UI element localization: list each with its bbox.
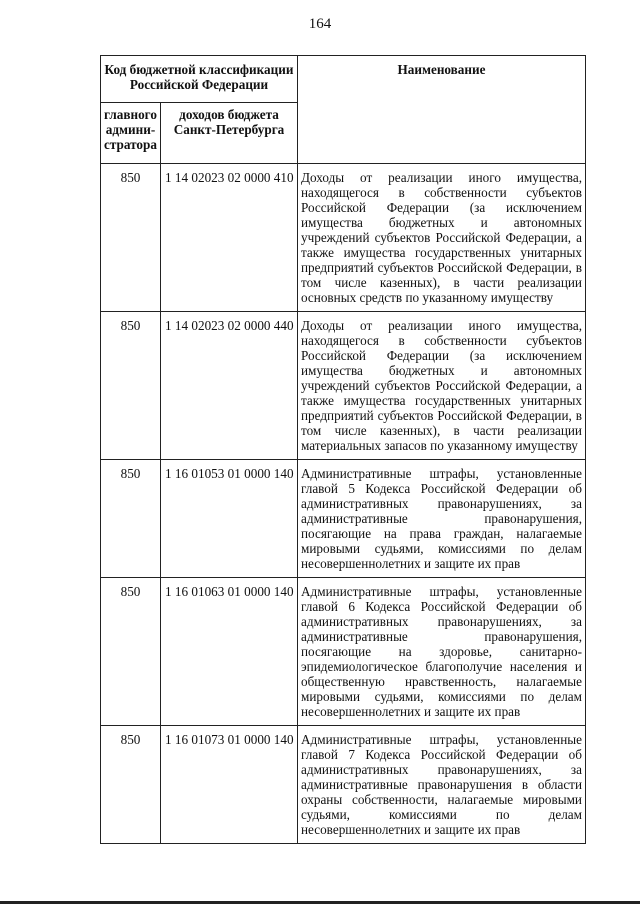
header-group-title: Код бюджетной классификации Российской Федерации — [101, 56, 298, 103]
admin-code-cell: 850 — [101, 578, 161, 726]
scan-edge-line — [0, 901, 640, 904]
income-code-cell: 1 14 02023 02 0000 410 — [161, 164, 298, 312]
admin-code-cell: 850 — [101, 164, 161, 312]
table-row — [101, 578, 586, 726]
name-cell: Административные штрафы, установленные главой 7 Кодекса Российской Федерации об административных правонарушениях, за административные правонарушения в области охраны собственности, налагаемые мировыми судьями, комиссиями по делам несовершеннолетних и защите их прав — [298, 726, 586, 844]
header-income-title: доходов бюджета Санкт-Петербурга — [161, 103, 298, 164]
income-code-cell: 1 16 01053 01 0000 140 — [161, 460, 298, 578]
income-code-cell: 1 16 01073 01 0000 140 — [161, 726, 298, 844]
header-admin-title: главного админи-стратора — [101, 103, 161, 164]
admin-code-cell: 850 — [101, 726, 161, 844]
table-row — [101, 460, 586, 578]
name-cell: Доходы от реализации иного имущества, находящегося в собственности субъектов Российской Федерации (за исключением имущества бюджетных и автономных учреждений субъектов Российской Федерации, а также имущества государственных унитарных предприятий субъектов Российской Федерации, в том числе казенных), в части реализации основных средств по указанному имуществу — [298, 164, 586, 312]
header-row-top — [101, 56, 586, 103]
income-code-cell: 1 14 02023 02 0000 440 — [161, 312, 298, 460]
header-name-title: Наименование — [298, 56, 586, 164]
name-cell: Доходы от реализации иного имущества, находящегося в собственности субъектов Российской Федерации (за исключением имущества бюджетных и автономных учреждений субъектов Российской Федерации, а также имущества государственных унитарных предприятий субъектов Российской Федерации, в том числе казенных), в части реализации материальных запасов по указанному имуществу — [298, 312, 586, 460]
budget-classification-table — [100, 55, 586, 844]
admin-code-cell: 850 — [101, 312, 161, 460]
table-row — [101, 164, 586, 312]
table-row — [101, 312, 586, 460]
admin-code-cell: 850 — [101, 460, 161, 578]
income-code-cell: 1 16 01063 01 0000 140 — [161, 578, 298, 726]
page-number: 164 — [308, 16, 332, 32]
name-cell: Административные штрафы, установленные главой 5 Кодекса Российской Федерации об административных правонарушениях, за административные правонарушения, посягающие на права граждан, налагаемые мировыми судьями, комиссиями по делам несовершеннолетних и защите их прав — [298, 460, 586, 578]
name-cell: Административные штрафы, установленные главой 6 Кодекса Российской Федерации об административных правонарушениях, за административные правонарушения, посягающие на здоровье, санитарно-эпидемиологическое благополучие населения и общественную нравственность, налагаемые мировыми судьями, комиссиями по делам несовершеннолетних и защите их прав — [298, 578, 586, 726]
table-row — [101, 726, 586, 844]
